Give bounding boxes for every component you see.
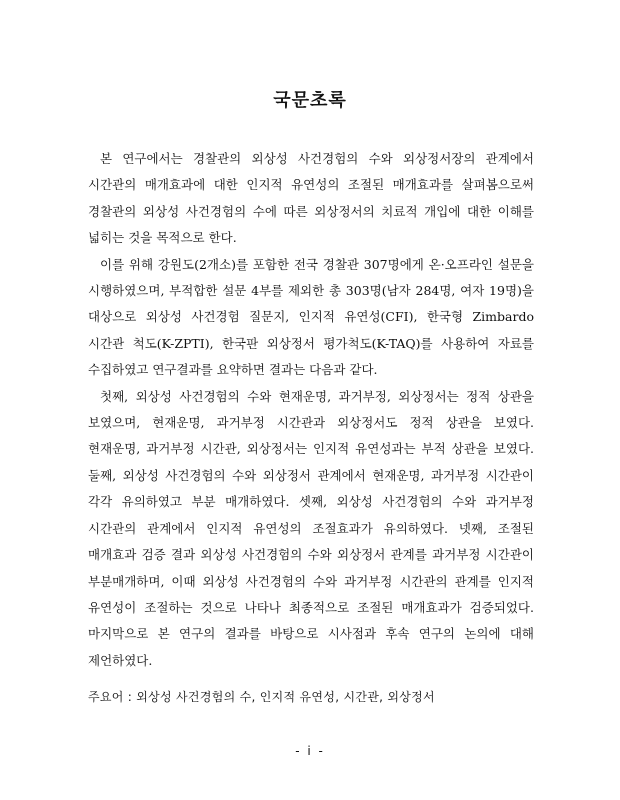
keywords-line bbox=[88, 688, 538, 705]
page-number: - i - bbox=[295, 744, 325, 758]
abstract-paragraph-3: 첫째, 외상성 사건경험의 수와 현재운명, 과거부정, 외상정서는 정적 상관을 보였으며, 현재운명, 과거부정 시간관과 외상정서도 정적 상관을 보였다. 현재운명, 과거부정 시간관, 외상정서는 인지적 유연성과는 부적 상관을 보였다. 둘째, 외상성 사건경험의 수와 외상정서 관계에서 현재운명, 과거부정 시간관이 각각 유의하였고 부분 매개하였다. 셋째, 외상성 사건경험의 수와 과거부정 시간관의 관계에서 인지적 유연성의 조절효과가 유의하였다. 넷째, 조절된 매개효과 검증 결과 외상성 사건경험의 수와 외상정서 관계를 과거부정 시간관이 부분매개하며, 이때 외상성 사건경험의 수와 과거부정 시간관의 관계를 인지적 유연성이 조절하는 것으로 나타나 최종적으로 조절된 매개효과가 검증되었다. 마지막으로 본 연구의 결과를 바탕으로 시사점과 후속 연구의 논의에 대해 제언하였다. bbox=[88, 388, 534, 668]
keyword-item: , 인지적 유연성 bbox=[252, 690, 336, 704]
keyword-item: , 외상정서 bbox=[379, 690, 435, 704]
keyword-item: 외상성 사건경험의 수 bbox=[136, 690, 252, 704]
page-title: 국문초록 bbox=[273, 90, 347, 111]
abstract-paragraph-1: 본 연구에서는 경찰관의 외상성 사건경험의 수와 외상정서장의 관계에서 시간관의 매개효과에 대한 인지적 유연성의 조절된 매개효과를 살펴봄으로써 경찰관의 외상성 사건경험의 수에 따른 외상정서의 치료적 개입에 대한 이해를 넓히는 것을 목적으로 한다. bbox=[88, 151, 534, 246]
keyword-item: , 시간관 bbox=[335, 690, 379, 704]
abstract-body bbox=[88, 146, 534, 674]
abstract-paragraph-2: 이를 위해 강원도(2개소)를 포함한 전국 경찰관 307명에게 온·오프라인 설문을 시행하였으며, 부적합한 설문 4부를 제외한 총 303명(남자 284명, 여자 19명)을 대상으로 외상성 사건경험 질문지, 인지적 유연성(CFI), 한국형 Zimbardo 시간관 척도(K-ZPTI), 한국판 외상정서 평가척도(K-TAQ)를 사용하여 자료를 수집하였고 연구결과를 요약하면 결과는 다음과 같다. bbox=[88, 256, 534, 378]
keywords-list bbox=[136, 690, 435, 704]
keywords-label: 주요어 : bbox=[88, 690, 137, 704]
